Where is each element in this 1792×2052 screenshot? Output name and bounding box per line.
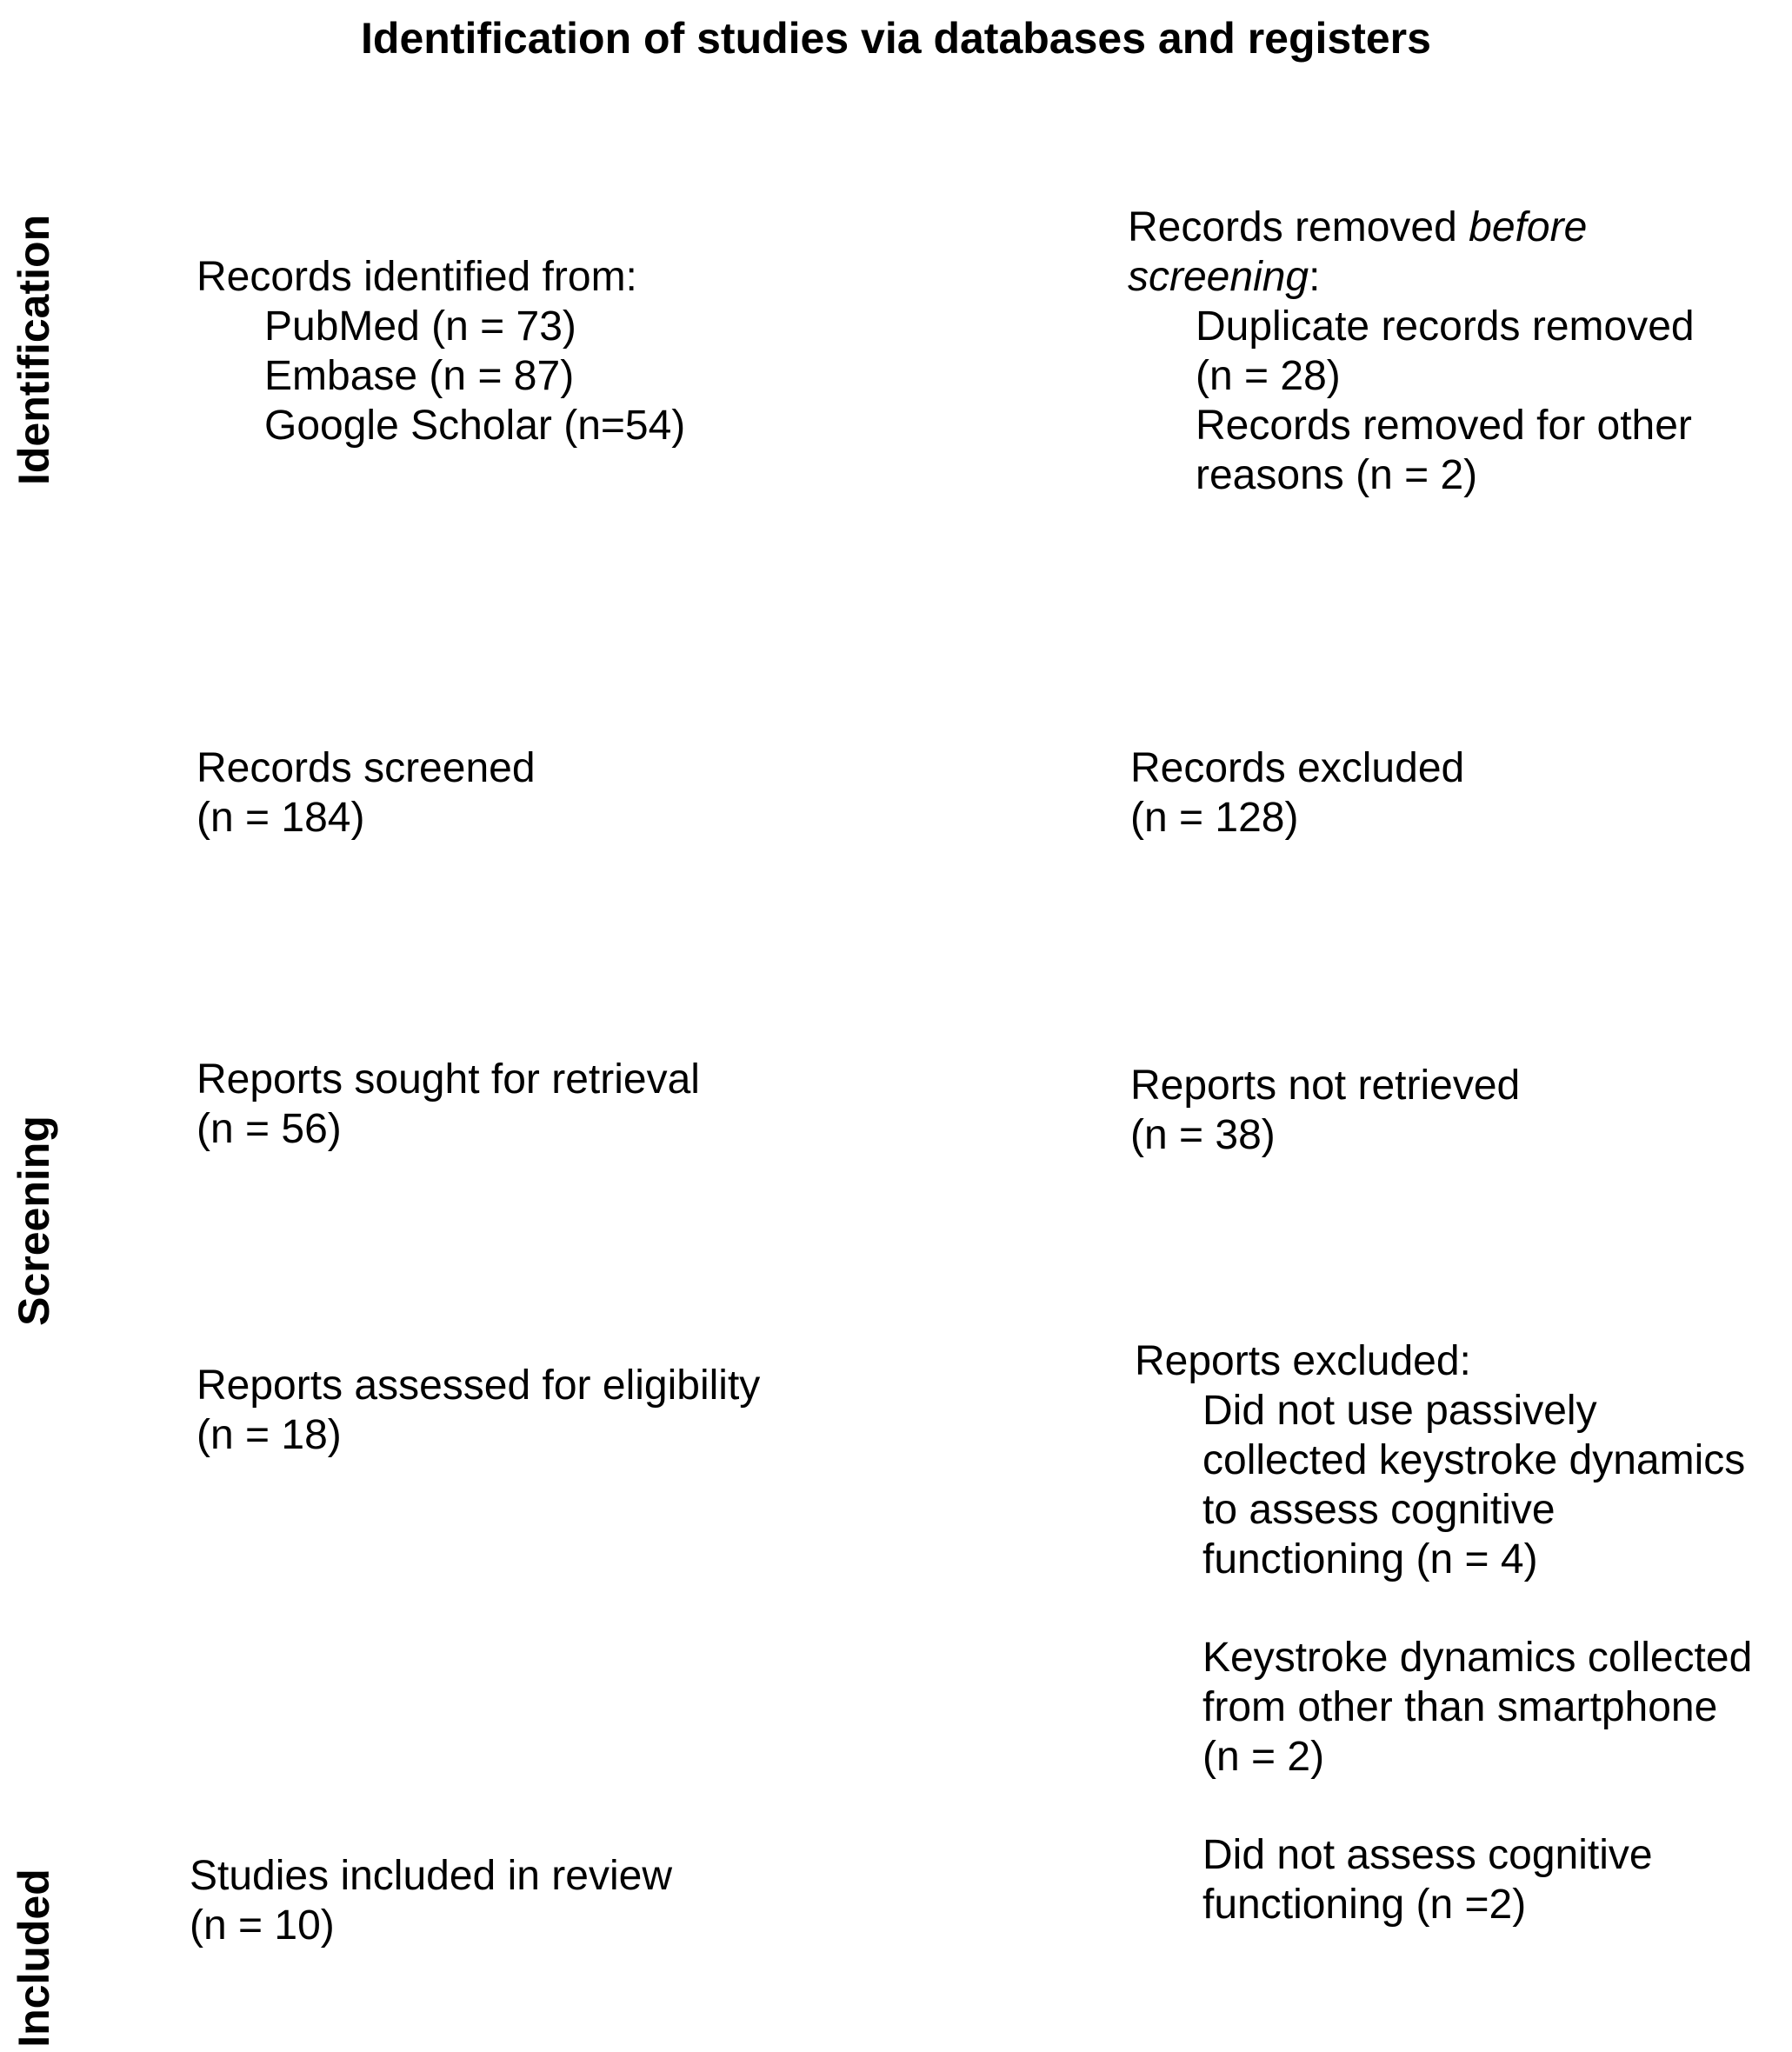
records-removed-heading: Records removed before bbox=[1128, 204, 1588, 250]
exclusion-reason-3-line-1: Did not assess cognitive bbox=[1202, 1832, 1653, 1878]
records-removed-box bbox=[1128, 203, 1695, 500]
diagram-title: Identification of studies via databases and registers bbox=[361, 14, 1431, 63]
reports-excluded-heading: Reports excluded: bbox=[1135, 1338, 1471, 1384]
duplicate-records-removed: Duplicate records removed bbox=[1196, 303, 1695, 350]
other-reasons-count: reasons (n = 2) bbox=[1196, 452, 1478, 498]
reports-assessed-box bbox=[197, 1361, 760, 1460]
source-embase: Embase (n = 87) bbox=[264, 353, 575, 399]
exclusion-reason-2-line-3: (n = 2) bbox=[1202, 1734, 1325, 1780]
reports-not-retrieved-label: Reports not retrieved bbox=[1130, 1063, 1521, 1109]
records-removed-heading-line2: screening: bbox=[1128, 254, 1321, 300]
phase-label-screening: Screening bbox=[10, 1116, 58, 1326]
source-google-scholar: Google Scholar (n=54) bbox=[264, 403, 686, 449]
reports-sought-label: Reports sought for retrieval bbox=[197, 1056, 700, 1103]
duplicate-records-count: (n = 28) bbox=[1196, 353, 1341, 399]
records-screened-box bbox=[197, 743, 536, 843]
reports-not-retrieved-count: (n = 38) bbox=[1130, 1112, 1276, 1158]
exclusion-reason-1-line-1: Did not use passively bbox=[1202, 1388, 1597, 1434]
other-reasons-removed: Records removed for other bbox=[1196, 403, 1692, 449]
exclusion-reason-1-line-4: functioning (n = 4) bbox=[1202, 1536, 1538, 1582]
phase-label-identification: Identification bbox=[10, 214, 58, 485]
reports-not-retrieved-box bbox=[1130, 1061, 1520, 1160]
studies-included-count: (n = 10) bbox=[190, 1902, 335, 1949]
reports-assessed-label: Reports assessed for eligibility bbox=[197, 1362, 761, 1409]
studies-included-label: Studies included in review bbox=[190, 1853, 672, 1899]
records-excluded-box bbox=[1130, 743, 1464, 843]
exclusion-reason-3-line-2: functioning (n =2) bbox=[1202, 1882, 1527, 1928]
reports-sought-count: (n = 56) bbox=[197, 1106, 342, 1152]
phase-label-included: Included bbox=[10, 1869, 58, 2048]
records-screened-count: (n = 184) bbox=[197, 795, 365, 841]
exclusion-reason-2-line-2: from other than smartphone bbox=[1202, 1684, 1718, 1730]
records-excluded-count: (n = 128) bbox=[1130, 795, 1299, 841]
studies-included-box bbox=[190, 1851, 672, 1950]
records-identified-heading: Records identified from: bbox=[197, 254, 637, 300]
records-excluded-label: Records excluded bbox=[1130, 745, 1465, 791]
records-identified-box bbox=[197, 252, 685, 450]
exclusion-reason-1-line-3: to assess cognitive bbox=[1202, 1487, 1556, 1533]
source-pubmed: PubMed (n = 73) bbox=[264, 303, 576, 350]
exclusion-reason-2-line-1: Keystroke dynamics collected bbox=[1202, 1635, 1753, 1681]
records-screened-label: Records screened bbox=[197, 745, 536, 791]
reports-sought-box bbox=[197, 1055, 700, 1154]
reports-assessed-count: (n = 18) bbox=[197, 1412, 342, 1458]
exclusion-reason-1-line-2: collected keystroke dynamics bbox=[1202, 1437, 1746, 1483]
reports-excluded-box bbox=[1135, 1336, 1752, 1929]
